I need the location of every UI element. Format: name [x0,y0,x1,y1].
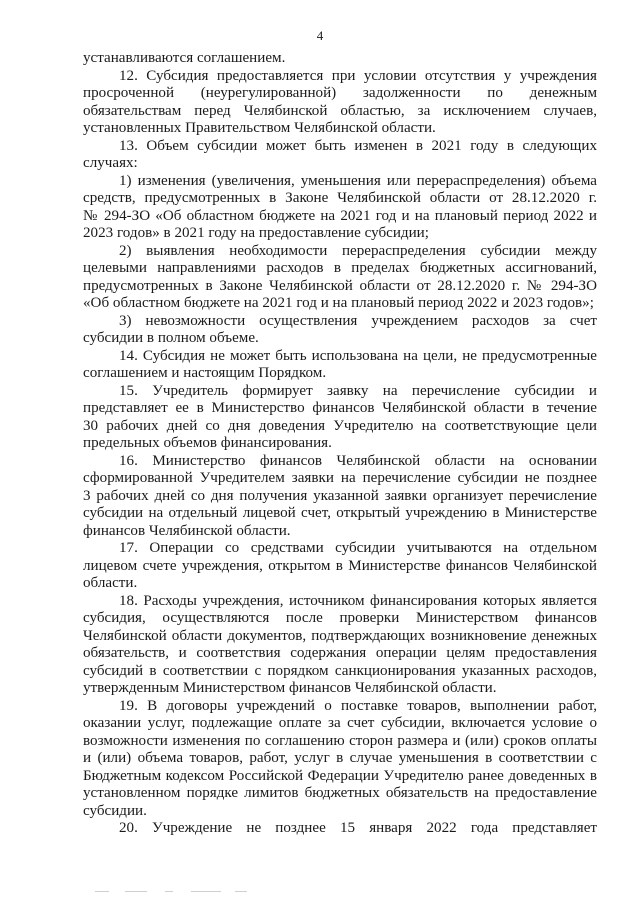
paragraph-19-line: субсидии. [83,802,147,819]
paragraph-12-line: обязательствам перед Челябинской областью, за исключением случаев, [83,102,597,119]
paragraph-17-line: области. [83,575,138,591]
document-body [83,50,597,838]
list-item-1-line: 2023 годов» в 2021 году на предоставление субсидии; [83,225,429,241]
paragraph-17-line: лицевом счете учреждения, открытом в Министерстве финансов Челябинской [83,557,597,574]
list-item-1-line: 1) изменения (увеличения, уменьшения или перераспределения) объема [119,172,597,189]
paragraph-14-line: соглашением и настоящим Порядком. [83,365,327,381]
paragraph-13-line: случаях: [83,155,138,171]
list-item-3-line: субсидии в полном объеме. [83,330,259,346]
paragraph-18-line: субсидий в соответствии с порядком санкционирования указанных расходов, [83,662,597,679]
page-number: 4 [316,28,324,43]
paragraph-15-line: 30 рабочих дней со дня доведения Учредителю на соответствующие цели [83,417,597,434]
paragraph-17-line: 17. Операции со средствами субсидии учитываются на отдельном [119,540,597,556]
paragraph-12-line: 12. Субсидия предоставляется при условии отсутствия у учреждения [119,67,597,84]
paragraph-18-line: 18. Расходы учреждения, источником финансирования которых является [119,592,597,609]
paragraph-18-line: Челябинской области документов, подтверждающих возникновение денежных [83,627,597,644]
paragraph-16-line: финансов Челябинской области. [83,522,291,539]
paragraph-12-line: просроченной (неурегулированной) задолженности по денежным [83,85,597,101]
paragraph-13-line: 13. Объем субсидии может быть изменен в 2021 году в следующих [119,137,597,154]
paragraph-16-line: 16. Министерство финансов Челябинской области на основании [119,452,597,469]
paragraph-12-line: установленных Правительством Челябинской области. [83,120,436,136]
text-line: устанавливаются соглашением. [83,50,286,66]
paragraph-19-line: 19. В договоры учреждений о поставке товаров, выполнении работ, [119,697,597,714]
paragraph-19-line: установленном порядке лимитов бюджетных обязательств на предоставление [83,785,597,801]
list-item-2-line: предусмотренных в Законе Челябинской области от 28.12.2020 г. № 294-ЗО [83,277,597,294]
paragraph-15-line: представляет ее в Министерство финансов Челябинской области в течение [83,400,597,416]
paragraph-19-line: возможности изменения по соглашению сторон размера и (или) сроков оплаты [83,732,597,749]
list-item-1-line: № 294-ЗО «Об областном бюджете на 2021 год и на плановый период 2022 и [83,207,597,224]
paragraph-14-line: 14. Субсидия не может быть использована на цели, не предусмотренные [119,347,597,364]
list-item-2-line: 2) выявления необходимости перераспределения субсидии между [119,242,597,259]
paragraph-15-line: 15. Учредитель формирует заявку на перечисление субсидии и [119,382,597,399]
paragraph-19-line: оказании услуг, подлежащие оплате за счет субсидии, включается условие о [83,715,597,731]
list-item-2-line: целевыми направлениями расходов в пределах бюджетных ассигнований, [83,260,597,276]
paragraph-18-line: утвержденным Министерством финансов Челябинской области. [83,680,497,696]
paragraph-16-line: сформированной Учредителем заявки на перечисление субсидии не позднее [83,470,597,486]
paragraph-18-line: обязательств, и соответствия содержания операции целям предоставления [83,645,597,661]
list-item-1-line: средств, предусмотренных в Законе Челябинской области от 28.12.2020 г. [83,190,597,206]
paragraph-16-line: субсидии на отдельный лицевой счет, открытый учреждению в Министерстве [83,505,597,521]
list-item-3-line: 3) невозможности осуществления учреждением расходов за счет [119,312,597,329]
paragraph-19-line: и (или) объема товаров, работ, услуг в случае уменьшения в соответствии с [83,750,597,766]
paragraph-19-line: Бюджетным кодексом Российской Федерации Учредителю ранее доведенных в [83,767,597,784]
paragraph-16-line: 3 рабочих дней со дня получения указанной заявки организует перечисление [83,487,597,504]
paragraph-20-line: 20. Учреждение не позднее 15 января 2022 года представляет [119,820,597,836]
paragraph-15-line: предельных объемов финансирования. [83,435,332,451]
scan-artifact [95,889,255,895]
paragraph-18-line: субсидия, осуществляются после проверки Министерством финансов [83,610,597,626]
list-item-2-line: «Об областном бюджете на 2021 год и на плановый период 2022 и 2023 годов»; [83,295,594,311]
